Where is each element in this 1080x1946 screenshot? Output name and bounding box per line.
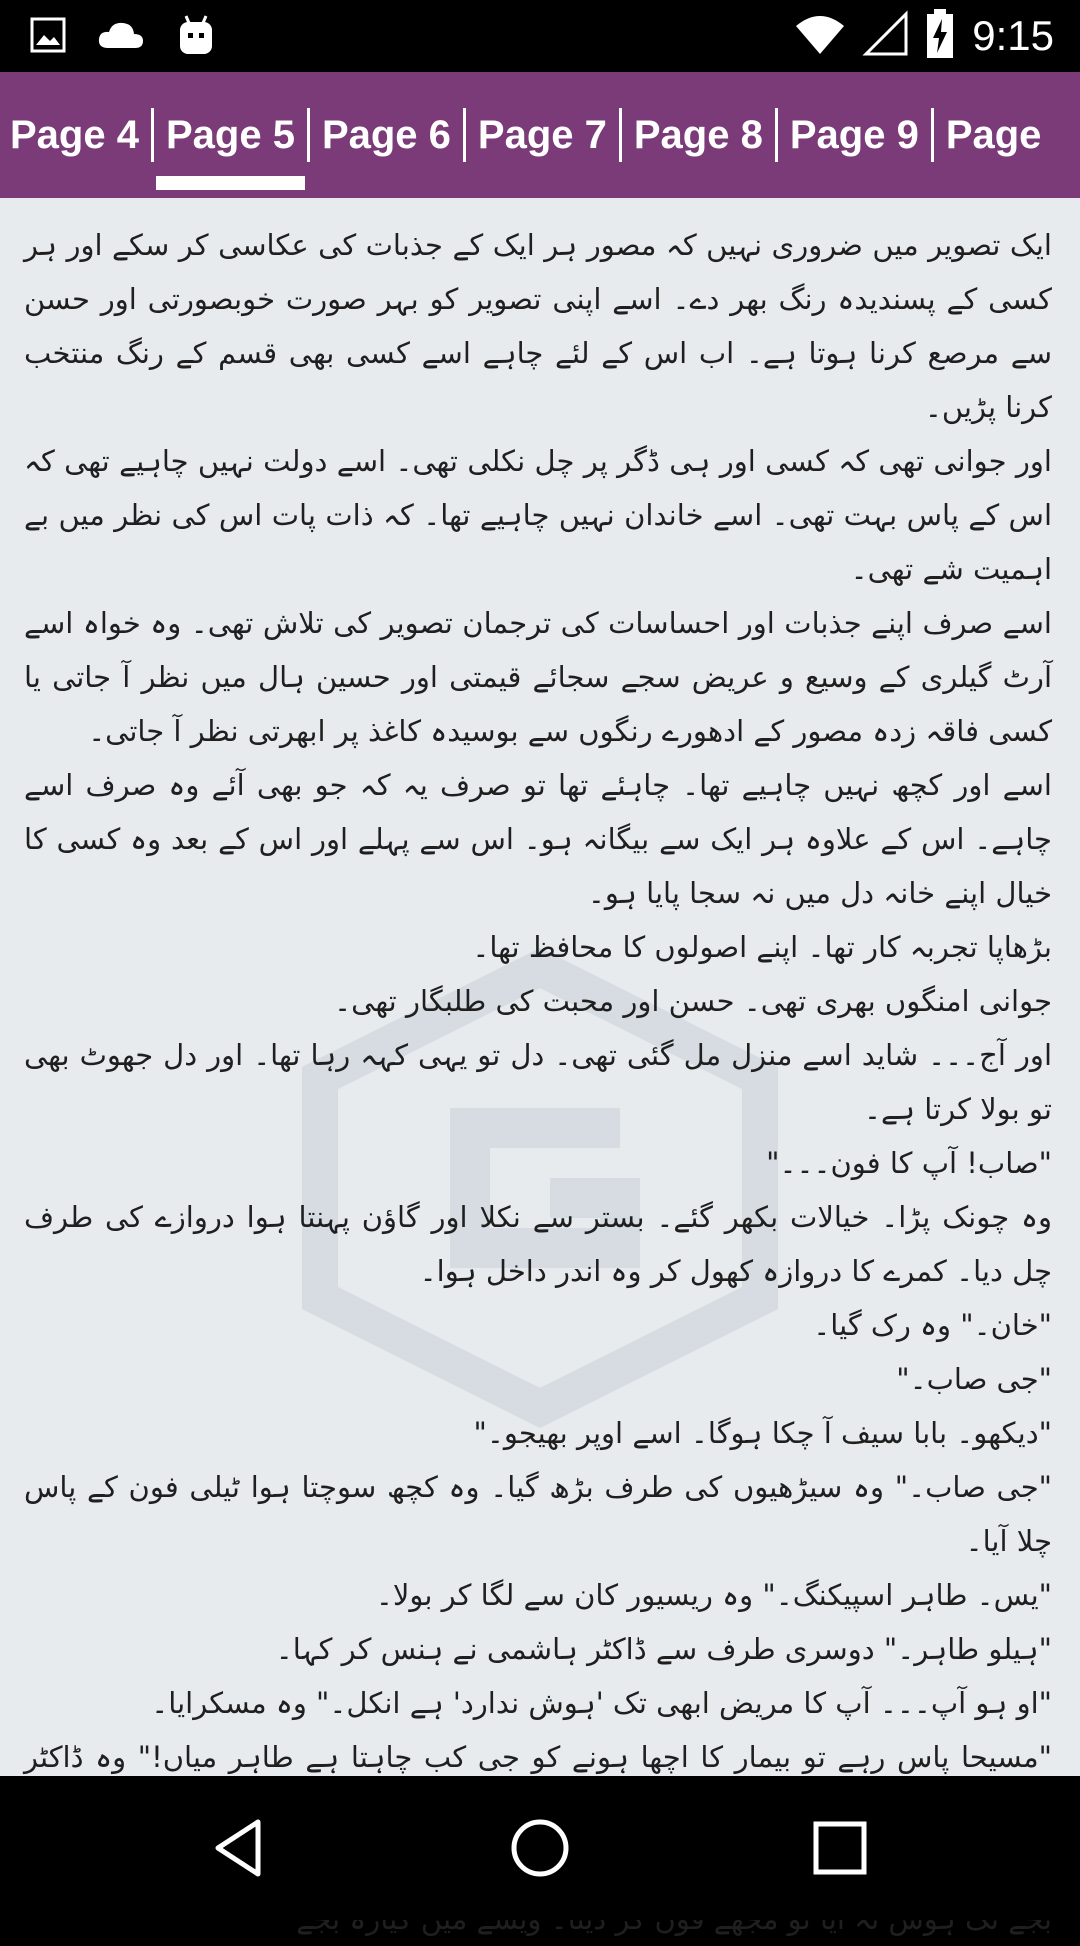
- tab-strip: [0, 72, 1051, 198]
- tab-page-8[interactable]: [624, 72, 773, 198]
- tab-label: Page 4: [10, 112, 139, 157]
- paragraph: "او ہو آپ۔۔۔ آپ کا مریض ابھی تک 'ہوش ندارد' ہے انکل۔" وہ مسکرایا۔: [151, 1686, 1052, 1720]
- notification-icons: [30, 14, 216, 60]
- paragraph: اور جوانی تھی کہ کسی اور ہی ڈگر پر چل نکلی تھی۔ اسے دولت نہیں چاہیے تھی کہ اس کے پاس بہت تھی۔ اسے خاندان نہیں چاہیے تھا۔ کہ ذات پات اس کی نظر میں بے اہمیت شے تھی۔: [24, 444, 1052, 586]
- paragraph: بڑھاپا تجربہ کار تھا۔ اپنے اصولوں کا محافظ تھا۔: [472, 930, 1052, 964]
- tab-divider: [619, 108, 622, 162]
- paragraph: اسے صرف اپنے جذبات اور احساسات کی ترجمان تصویر کی تلاش تھی۔ وہ خواہ اسے آرٹ گیلری کے وسیع و عریض سجے سجائے قیمتی اور حسین ہال میں نظر آ جاتی یا کسی فاقہ زدہ مصور کے ادھورے رنگوں سے بوسیدہ کاغذ پر ابھرتی نظر آ جاتی۔: [24, 606, 1052, 748]
- tab-label: Page 8: [633, 112, 763, 157]
- battery-charging-icon: [926, 9, 954, 63]
- paragraph: اور آج۔۔۔ شاید اسے منزل مل گئی تھی۔ دل تو یہی کہہ رہا تھا۔ اور دل جھوٹ بھی تو بولا کرتا ہے۔: [24, 1038, 1052, 1126]
- paragraph: اسے اور کچھ نہیں چاہیے تھا۔ چاہئے تھا تو صرف یہ کہ جو بھی آئے وہ صرف اسے چاہے۔ اس کے علاوہ ہر ایک سے بیگانہ ہو۔ اس سے پہلے اور اس کے بعد وہ کسی کا خیال اپنے خانہ دل میں نہ سجا پایا ہو۔: [24, 768, 1052, 910]
- cloud-icon: [96, 18, 146, 56]
- wifi-icon: [794, 12, 846, 60]
- android-icon: [176, 14, 216, 60]
- paragraph: ایک تصویر میں ضروری نہیں کہ مصور ہر ایک کے جذبات کی عکاسی کر سکے اور ہر کسی کے پسندیدہ رنگ بھر دے۔ اسے اپنی تصویر کو بہر صورت خوبصورتی اور حسن سے مرصع کرنا ہوتا ہے۔ اب اس کے لئے چاہے اسے کسی بھی قسم کے رنگ منتخب کرنا پڑیں۔: [24, 228, 1052, 424]
- paragraph: "خان۔" وہ رک گیا۔: [813, 1308, 1052, 1342]
- back-icon[interactable]: [208, 1816, 272, 1880]
- tab-label: Page 7: [477, 112, 607, 157]
- paragraph: وہ چونک پڑا۔ خیالات بکھر گئے۔ بستر سے نکلا اور گاؤن پہنتا ہوا دروازے کی طرف چل دیا۔ کمرے کا دروازہ کھول کر وہ اندر داخل ہوا۔: [24, 1200, 1052, 1288]
- tab-page-9[interactable]: [780, 72, 929, 198]
- tab-divider: [463, 108, 466, 162]
- paragraph: "صاب! آپ کا فون۔۔۔": [766, 1146, 1052, 1180]
- page-tabs[interactable]: [0, 72, 1080, 198]
- system-status: [794, 8, 1054, 64]
- paragraph: "یس۔ طاہر اسپیکنگ۔" وہ ریسیور کان سے لگا کر بولا۔: [375, 1578, 1052, 1612]
- tab-page-7[interactable]: [468, 72, 617, 198]
- navigation-bar: [0, 1776, 1080, 1920]
- tab-label: Page 6: [321, 112, 451, 157]
- tab-divider: [307, 108, 310, 162]
- paragraph: "جی صاب۔" وہ سیڑھیوں کی طرف بڑھ گیا۔ وہ کچھ سوچتا ہوا ٹیلی فون کے پاس چلا آیا۔: [24, 1470, 1052, 1558]
- tab-page-10[interactable]: [936, 72, 1052, 198]
- scanned-page[interactable]: [0, 198, 1080, 1776]
- paragraph: جوانی امنگوں بھری تھی۔ حسن اور محبت کی طلبگار تھی۔: [334, 984, 1052, 1018]
- tab-page-5[interactable]: [156, 72, 305, 198]
- tab-divider: [775, 108, 778, 162]
- signal-icon: [864, 12, 908, 60]
- paragraph: "مسیحا پاس رہے تو بیمار کا اچھا ہونے کو جی کب چاہتا ہے طاہر میاں!" وہ ڈاکٹر: [24, 1740, 1052, 1774]
- home-icon[interactable]: [508, 1816, 572, 1880]
- tab-divider: [151, 108, 154, 162]
- image-icon: [30, 17, 66, 57]
- tab-divider: [931, 108, 934, 162]
- paragraph: "ہیلو طاہر۔" دوسری طرف سے ڈاکٹر ہاشمی نے ہنس کر کہا۔: [275, 1632, 1052, 1666]
- paragraph: "دیکھو۔ بابا سیف آ چکا ہوگا۔ اسے اوپر بھیجو۔": [473, 1416, 1052, 1450]
- page-body: [24, 218, 1052, 1946]
- tab-label: Page: [945, 112, 1042, 157]
- clock: 9:15: [972, 12, 1054, 59]
- recents-icon[interactable]: [808, 1816, 872, 1880]
- paragraph: "جی صاب۔": [896, 1362, 1052, 1396]
- tab-label: Page 5: [165, 112, 295, 157]
- tab-label: Page 9: [789, 112, 919, 157]
- status-bar: [0, 0, 1080, 72]
- tab-page-6[interactable]: [312, 72, 461, 198]
- tab-page-4[interactable]: [0, 72, 149, 198]
